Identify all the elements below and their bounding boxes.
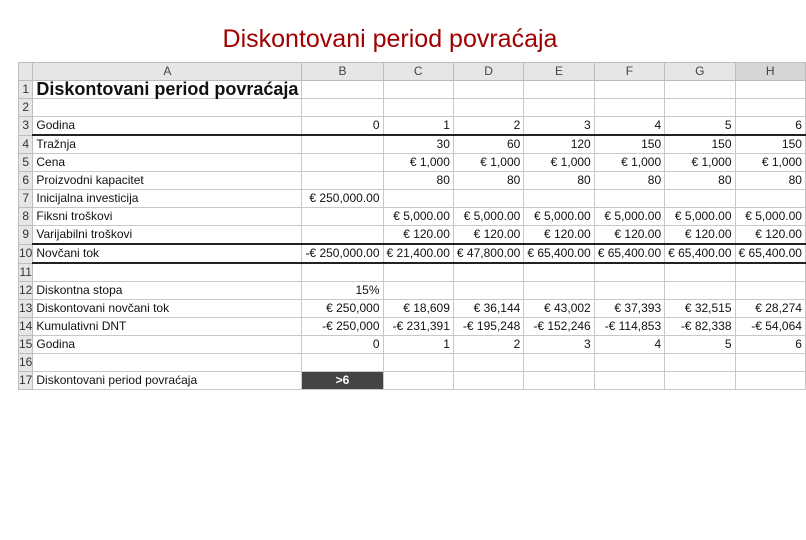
row-header[interactable]: 15 — [19, 336, 33, 354]
cell-e[interactable]: -€ 152,246 — [524, 318, 594, 336]
cell-g[interactable] — [665, 263, 735, 282]
cell-b[interactable] — [302, 135, 383, 154]
table-row — [19, 372, 806, 390]
cell-h[interactable]: 6 — [735, 117, 805, 136]
cell-c[interactable]: 1 — [383, 117, 453, 136]
cell-d[interactable] — [453, 190, 523, 208]
cell-g[interactable]: -€ 82,338 — [665, 318, 735, 336]
cell-d[interactable]: € 1,000 — [453, 154, 523, 172]
cell-c[interactable] — [383, 190, 453, 208]
cell-e[interactable]: € 65,400.00 — [524, 244, 594, 263]
row-header[interactable]: 1 — [19, 81, 33, 99]
cell-g[interactable] — [665, 372, 735, 390]
row-header[interactable]: 14 — [19, 318, 33, 336]
cell-b[interactable] — [302, 208, 383, 226]
row-header[interactable]: 5 — [19, 154, 33, 172]
cell-c[interactable]: 30 — [383, 135, 453, 154]
cell-h[interactable] — [735, 99, 805, 117]
cell-h[interactable]: € 65,400.00 — [735, 244, 805, 263]
cell-e[interactable] — [524, 81, 594, 99]
cell-a[interactable]: Diskontovani period povraćaja — [33, 81, 302, 99]
cell-e[interactable]: 3 — [524, 117, 594, 136]
cell-c[interactable]: 1 — [383, 336, 453, 354]
cell-b[interactable] — [302, 81, 383, 99]
cell-g[interactable]: € 5,000.00 — [665, 208, 735, 226]
row-header[interactable]: 13 — [19, 300, 33, 318]
cell-a[interactable]: Inicijalna investicija — [33, 190, 302, 208]
cell-f[interactable] — [594, 263, 664, 282]
cell-b[interactable]: 15% — [302, 282, 383, 300]
cell-b[interactable] — [302, 99, 383, 117]
cell-f[interactable] — [594, 354, 664, 372]
cell-h[interactable]: -€ 54,064 — [735, 318, 805, 336]
cell-c[interactable] — [383, 282, 453, 300]
cell-d[interactable]: 80 — [453, 172, 523, 190]
cell-a[interactable]: Diskontovani period povraćaja — [33, 372, 302, 390]
row-header[interactable]: 9 — [19, 226, 33, 245]
cell-b[interactable]: >6 — [302, 372, 383, 390]
cell-c[interactable]: € 21,400.00 — [383, 244, 453, 263]
table-row — [19, 81, 806, 99]
cell-e[interactable]: 3 — [524, 336, 594, 354]
cell-d[interactable]: € 5,000.00 — [453, 208, 523, 226]
cell-c[interactable]: € 18,609 — [383, 300, 453, 318]
cell-d[interactable] — [453, 263, 523, 282]
cell-d[interactable]: -€ 195,248 — [453, 318, 523, 336]
column-header-e[interactable]: E — [524, 63, 594, 81]
cell-b[interactable] — [302, 354, 383, 372]
cell-h[interactable]: € 120.00 — [735, 226, 805, 245]
cell-f[interactable] — [594, 282, 664, 300]
cell-a[interactable]: Godina — [33, 117, 302, 136]
cell-d[interactable] — [453, 372, 523, 390]
cell-a[interactable]: Diskontovani novčani tok — [33, 300, 302, 318]
cell-h[interactable] — [735, 81, 805, 99]
cell-b[interactable]: 0 — [302, 336, 383, 354]
cell-e[interactable]: € 43,002 — [524, 300, 594, 318]
row-header[interactable]: 3 — [19, 117, 33, 136]
row-header[interactable]: 10 — [19, 244, 33, 263]
select-all-corner[interactable] — [19, 63, 33, 81]
column-header-a[interactable]: A — [33, 63, 302, 81]
cell-g[interactable] — [665, 190, 735, 208]
cell-b[interactable]: € 250,000.00 — [302, 190, 383, 208]
cell-b[interactable] — [302, 263, 383, 282]
cell-d[interactable]: 60 — [453, 135, 523, 154]
row-header[interactable]: 2 — [19, 99, 33, 117]
table-row — [19, 354, 806, 372]
cell-h[interactable] — [735, 190, 805, 208]
cell-f[interactable]: 150 — [594, 135, 664, 154]
column-header-f[interactable]: F — [594, 63, 664, 81]
row-header[interactable]: 6 — [19, 172, 33, 190]
cell-h[interactable]: 150 — [735, 135, 805, 154]
row-header[interactable]: 11 — [19, 263, 33, 282]
column-header-c[interactable]: C — [383, 63, 453, 81]
cell-e[interactable] — [524, 282, 594, 300]
cell-a[interactable]: Novčani tok — [33, 244, 302, 263]
cell-b[interactable]: -€ 250,000.00 — [302, 244, 383, 263]
cell-g[interactable] — [665, 99, 735, 117]
row-header[interactable]: 12 — [19, 282, 33, 300]
table-row — [19, 300, 806, 318]
cell-b[interactable]: € 250,000 — [302, 300, 383, 318]
cell-c[interactable] — [383, 81, 453, 99]
cell-f[interactable]: € 65,400.00 — [594, 244, 664, 263]
cell-d[interactable] — [453, 282, 523, 300]
cell-c[interactable]: € 1,000 — [383, 154, 453, 172]
cell-a[interactable]: Proizvodni kapacitet — [33, 172, 302, 190]
table-row — [19, 244, 806, 263]
table-row — [19, 336, 806, 354]
cell-f[interactable]: 4 — [594, 336, 664, 354]
cell-c[interactable]: 80 — [383, 172, 453, 190]
row-header[interactable]: 8 — [19, 208, 33, 226]
cell-e[interactable] — [524, 354, 594, 372]
cell-f[interactable] — [594, 81, 664, 99]
cell-c[interactable] — [383, 354, 453, 372]
cell-a[interactable]: Godina — [33, 336, 302, 354]
column-header-g[interactable]: G — [665, 63, 735, 81]
cell-a[interactable]: Diskontna stopa — [33, 282, 302, 300]
cell-a[interactable]: Cena — [33, 154, 302, 172]
cell-e[interactable]: € 1,000 — [524, 154, 594, 172]
column-header-b[interactable]: B — [302, 63, 383, 81]
cell-e[interactable] — [524, 372, 594, 390]
row-header[interactable]: 7 — [19, 190, 33, 208]
cell-b[interactable]: 0 — [302, 117, 383, 136]
cell-f[interactable]: € 5,000.00 — [594, 208, 664, 226]
cell-d[interactable]: 2 — [453, 117, 523, 136]
spreadsheet-grid — [18, 62, 806, 390]
cell-f[interactable]: € 1,000 — [594, 154, 664, 172]
cell-b[interactable] — [302, 226, 383, 245]
table-row — [19, 135, 806, 154]
cell-c[interactable] — [383, 263, 453, 282]
cell-g[interactable]: 5 — [665, 117, 735, 136]
cell-h[interactable] — [735, 282, 805, 300]
cell-c[interactable] — [383, 99, 453, 117]
table-row — [19, 154, 806, 172]
cell-d[interactable]: € 36,144 — [453, 300, 523, 318]
cell-b[interactable] — [302, 172, 383, 190]
cell-d[interactable] — [453, 99, 523, 117]
table-row — [19, 318, 806, 336]
cell-a[interactable] — [33, 263, 302, 282]
cell-e[interactable] — [524, 263, 594, 282]
cell-h[interactable]: 6 — [735, 336, 805, 354]
cell-d[interactable]: 2 — [453, 336, 523, 354]
cell-a[interactable]: Varijabilni troškovi — [33, 226, 302, 245]
cell-d[interactable]: € 47,800.00 — [453, 244, 523, 263]
cell-g[interactable]: € 1,000 — [665, 154, 735, 172]
column-header-d[interactable]: D — [453, 63, 523, 81]
cell-h[interactable] — [735, 372, 805, 390]
cell-h[interactable] — [735, 354, 805, 372]
cell-g[interactable] — [665, 81, 735, 99]
cell-a[interactable]: Tražnja — [33, 135, 302, 154]
slide-title: Diskontovani period povraćaja — [222, 25, 558, 53]
table-row — [19, 99, 806, 117]
cell-c[interactable] — [383, 372, 453, 390]
cell-g[interactable]: € 120.00 — [665, 226, 735, 245]
cell-a[interactable]: Fiksni troškovi — [33, 208, 302, 226]
cell-f[interactable]: € 120.00 — [594, 226, 664, 245]
cell-b[interactable]: -€ 250,000 — [302, 318, 383, 336]
cell-c[interactable]: € 120.00 — [383, 226, 453, 245]
cell-h[interactable]: € 1,000 — [735, 154, 805, 172]
cell-e[interactable] — [524, 190, 594, 208]
cell-a[interactable]: Kumulativni DNT — [33, 318, 302, 336]
cell-e[interactable] — [524, 99, 594, 117]
table-row — [19, 190, 806, 208]
table-row — [19, 282, 806, 300]
cell-e[interactable]: € 5,000.00 — [524, 208, 594, 226]
cell-e[interactable]: € 120.00 — [524, 226, 594, 245]
cell-g[interactable]: 5 — [665, 336, 735, 354]
cell-d[interactable]: € 120.00 — [453, 226, 523, 245]
cell-h[interactable]: € 28,274 — [735, 300, 805, 318]
cell-e[interactable]: 120 — [524, 135, 594, 154]
cell-c[interactable]: -€ 231,391 — [383, 318, 453, 336]
cell-d[interactable] — [453, 354, 523, 372]
cell-h[interactable]: 80 — [735, 172, 805, 190]
cell-g[interactable] — [665, 282, 735, 300]
table-row — [19, 172, 806, 190]
cell-g[interactable]: 150 — [665, 135, 735, 154]
cell-f[interactable] — [594, 190, 664, 208]
cell-f[interactable]: 4 — [594, 117, 664, 136]
table-row — [19, 117, 806, 136]
cell-g[interactable]: € 65,400.00 — [665, 244, 735, 263]
cell-f[interactable] — [594, 372, 664, 390]
column-header-h[interactable]: H — [735, 63, 805, 81]
cell-e[interactable]: 80 — [524, 172, 594, 190]
cell-a[interactable] — [33, 354, 302, 372]
cell-g[interactable]: 80 — [665, 172, 735, 190]
cell-g[interactable] — [665, 354, 735, 372]
table-row — [19, 226, 806, 245]
table-row — [19, 208, 806, 226]
cell-a[interactable] — [33, 99, 302, 117]
cell-c[interactable]: € 5,000.00 — [383, 208, 453, 226]
cell-f[interactable]: -€ 114,853 — [594, 318, 664, 336]
cell-h[interactable] — [735, 263, 805, 282]
row-header[interactable]: 17 — [19, 372, 33, 390]
cell-d[interactable] — [453, 81, 523, 99]
cell-f[interactable]: 80 — [594, 172, 664, 190]
cell-f[interactable] — [594, 99, 664, 117]
cell-f[interactable]: € 37,393 — [594, 300, 664, 318]
row-header[interactable]: 16 — [19, 354, 33, 372]
column-header-row — [19, 63, 806, 81]
cell-h[interactable]: € 5,000.00 — [735, 208, 805, 226]
row-header[interactable]: 4 — [19, 135, 33, 154]
cell-b[interactable] — [302, 154, 383, 172]
cell-g[interactable]: € 32,515 — [665, 300, 735, 318]
table-row — [19, 263, 806, 282]
